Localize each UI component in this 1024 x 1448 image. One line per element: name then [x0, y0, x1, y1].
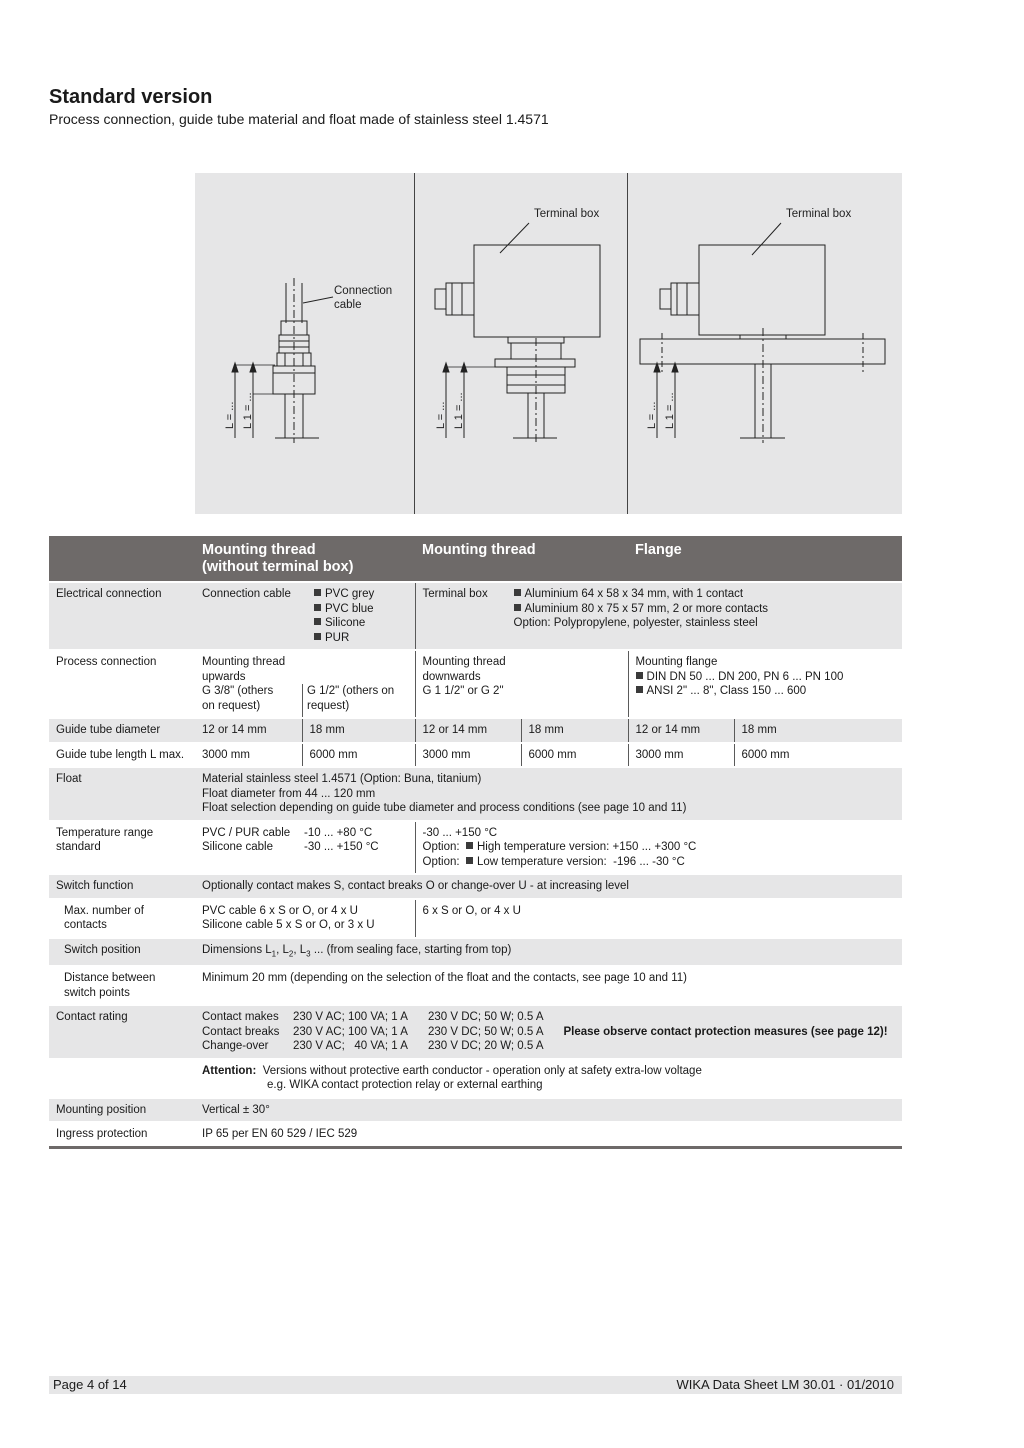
table-row: Process connection Mounting thread upwards G 3/8" (others on request) G 1/2" (others on request) Mounting thread downwards G 1 1/2" or G 2" Mounting flange DIN DN 50 ... DN 200, PN 6 ... PN 100 ANSI 2" ... 8", Class 150 ... 600: [49, 650, 902, 718]
page-title: Standard version: [49, 86, 213, 108]
header-col-flange: Flange: [628, 536, 902, 582]
dimension-L-label-2: L = ...: [435, 401, 447, 429]
table-row: Guide tube length L max. 3000 mm 6000 mm 3000 mm 6000 mm 3000 mm 6000 mm: [49, 743, 902, 768]
terminal-box-options: Aluminium 64 x 58 x 34 mm, with 1 contact Aluminium 80 x 75 x 57 mm, 2 or more contacts Option: Polypropylene, polyester, stainless steel: [513, 588, 769, 629]
dimension-L1-label-3: L 1 = ...: [664, 392, 676, 429]
table-row: Switch position Dimensions $L_1$, $L_2$, $L_3$ ... (from sealing face, starting from top): [49, 938, 902, 967]
technical-drawing: [195, 173, 902, 514]
page-number: Page 4 of 14: [53, 1377, 127, 1392]
page-subtitle: Process connection, guide tube material and float made of stainless steel 1.4571: [49, 111, 549, 127]
table-header-row: [49, 536, 902, 582]
table-row: Distance between switch points Minimum 20 mm (depending on the selection of the float and the contacts, see page 10 and 11): [49, 966, 902, 1005]
table-row: Mounting position Vertical ± 30°: [49, 1098, 902, 1123]
bullet-square-icon: [466, 857, 473, 864]
document-reference: WIKA Data Sheet LM 30.01 · 01/2010: [676, 1377, 894, 1392]
table-row: Ingress protection IP 65 per EN 60 529 / IEC 529: [49, 1122, 902, 1147]
table-row: Guide tube diameter 12 or 14 mm 18 mm 12 or 14 mm 18 mm 12 or 14 mm 18 mm: [49, 718, 902, 743]
dimension-L1-label-2: L 1 = ...: [453, 392, 465, 429]
bullet-square-icon: [314, 604, 321, 611]
contact-rating-values: Contact makes 230 V AC; 100 VA; 1 A 230 V DC; 50 W; 0.5 A Contact breaks 230 V AC; 100 VA; 1 A 230 V DC; 50 W; 0.5 A Change-over 230 V AC; 40 VA; 1 A 230 V DC; 20 W; 0.5 A: [202, 1011, 544, 1053]
bullet-square-icon: [636, 686, 643, 693]
bullet-square-icon: [466, 842, 473, 849]
cable-options: PVC grey PVC blue Silicone PUR: [314, 587, 374, 645]
table-row: Float Material stainless steel 1.4571 (Option: Buna, titanium) Float diameter from 44 ... 120 mm Float selection depending on guide tube diameter and process conditions (see page 10 and 11): [49, 767, 902, 821]
contact-protection-note: Please observe contact protection measures (see page 12)!: [563, 1025, 888, 1038]
terminal-box-label-1: Terminal box: [534, 208, 600, 220]
header-col-mounting-thread: Mounting thread: [415, 536, 628, 582]
bullet-square-icon: [514, 604, 521, 611]
dimension-L-label: L = ...: [224, 401, 236, 429]
drawing-panel-flange: [640, 223, 885, 443]
page-footer: [49, 1376, 902, 1394]
header-col-mounting-thread-no-box: Mounting thread (without terminal box): [195, 536, 415, 582]
bullet-square-icon: [314, 589, 321, 596]
dimension-L-label-3: L = ...: [646, 401, 658, 429]
bullet-square-icon: [514, 589, 521, 596]
table-row: Temperature range standard PVC / PUR cable -10 ... +80 °C Silicone cable -30 ... +150 °C -30 ... +150 °C Option: High temperature version: +150 ... +300 °C Option: Low temperature version: -196 ... -30 °C: [49, 821, 902, 875]
bullet-square-icon: [314, 633, 321, 640]
connection-cable-label-1: Connection: [334, 285, 393, 297]
specification-table: [49, 536, 902, 1149]
bullet-square-icon: [314, 618, 321, 625]
dimension-L1-label: L 1 = ...: [242, 392, 254, 429]
connection-cable-label-2: cable: [334, 299, 362, 311]
bullet-square-icon: [636, 672, 643, 679]
terminal-box-label-2: Terminal box: [786, 208, 852, 220]
table-row: Switch function Optionally contact makes S, contact breaks O or change-over U - at increasing level: [49, 874, 902, 899]
table-row: Attention: Versions without protective earth conductor - operation only at safety extra-low voltage e.g. WIKA contact protection relay or external earthing: [49, 1059, 902, 1098]
table-row: Max. number of contacts PVC cable 6 x S or O, or 4 x U Silicone cable 5 x S or O, or 3 x U 6 x S or O, or 4 x U: [49, 899, 902, 938]
table-row: Contact rating Contact makes 230 V AC; 100 VA; 1 A 230 V DC; 50 W; 0.5 A Contact breaks 230 V AC; 100 VA; 1 A 230 V DC; 50 W; 0.5 A Change-over 230 V AC; 40 VA; 1 A 230 V DC; 20 W; 0.5 A Please observe contact protection measures (see page 12)!: [49, 1005, 902, 1059]
table-row: Electrical connection Connection cable PVC grey PVC blue Silicone PUR Terminal box Aluminium 64 x 58 x 34 mm, with 1 contact Aluminium 80 x 75 x 57 mm, 2 or more contacts Option: Polypropylene, polyester, stainless steel: [49, 582, 902, 650]
